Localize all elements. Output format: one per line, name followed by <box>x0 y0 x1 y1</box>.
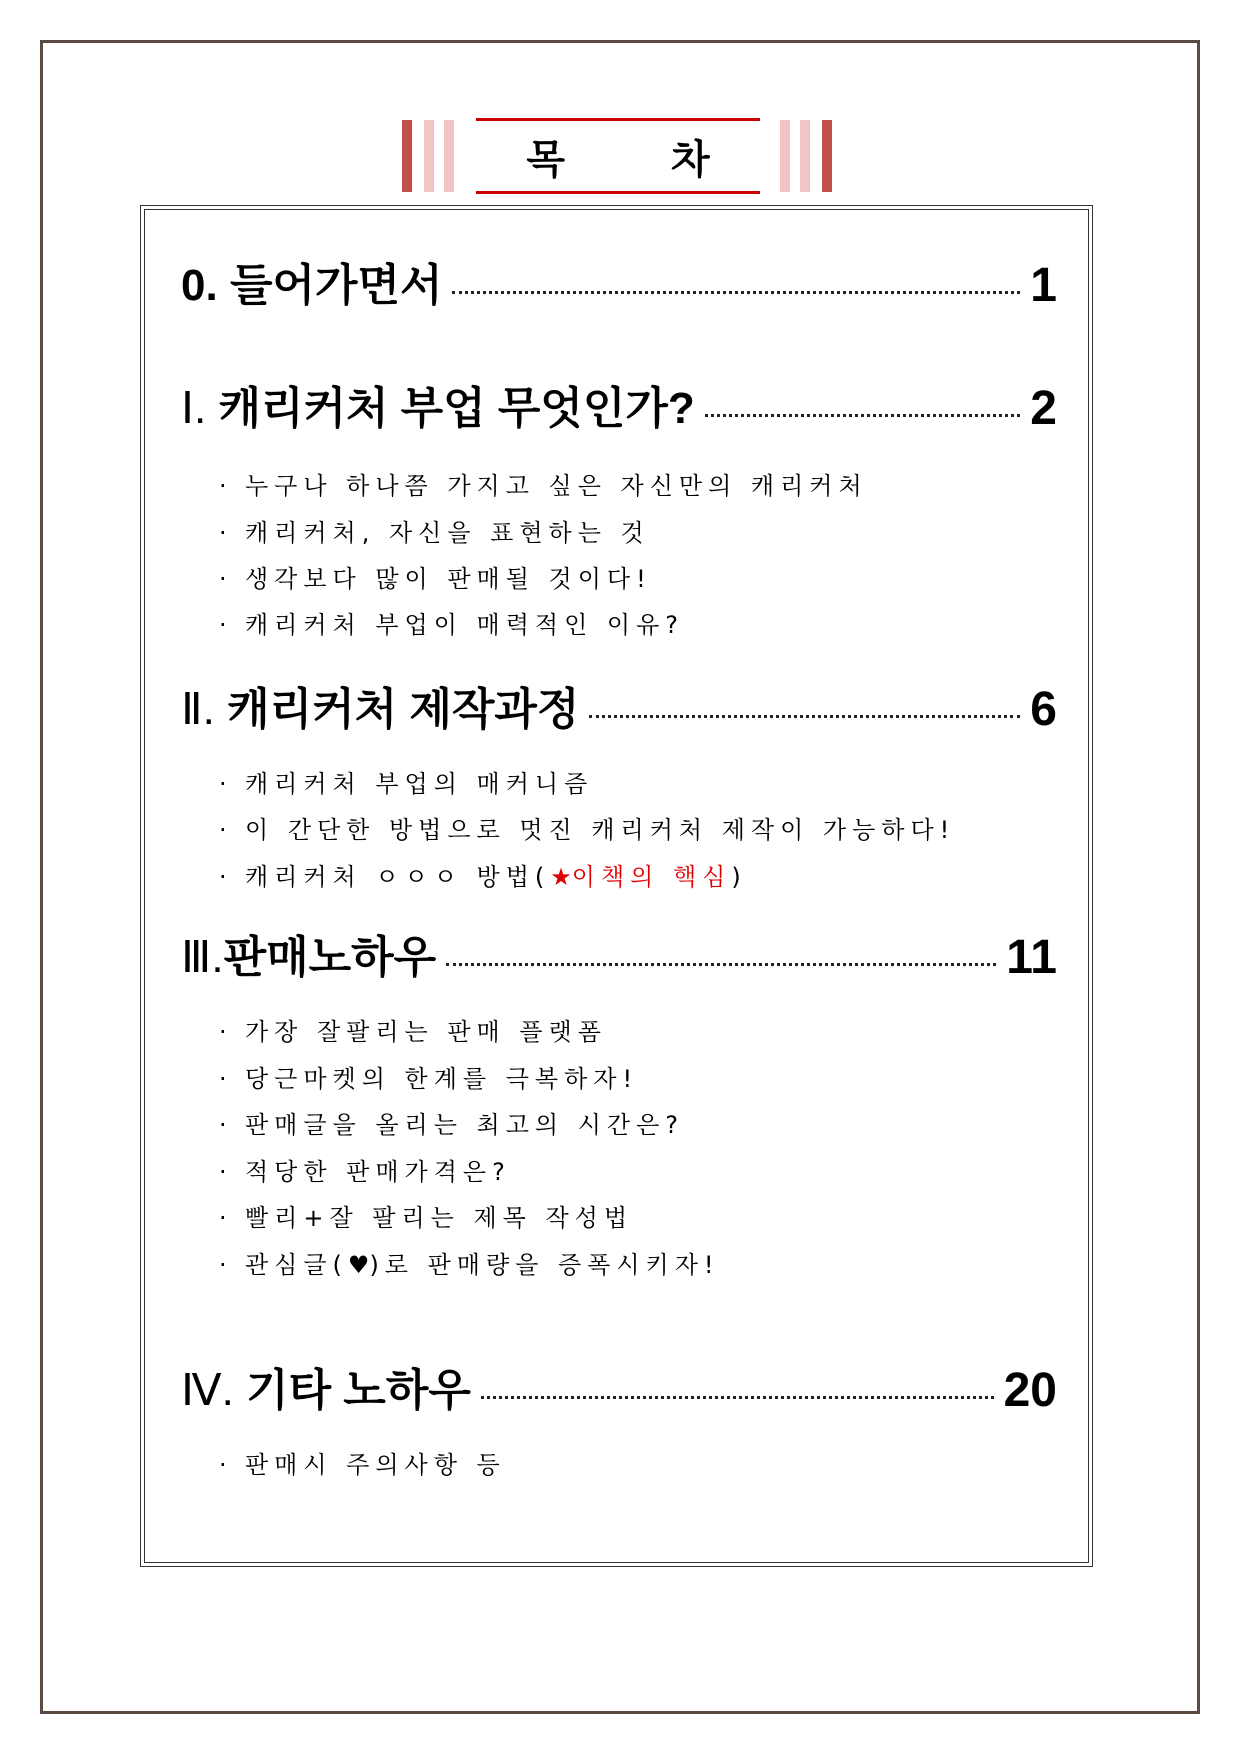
highlight-text: 이책의 핵심 <box>571 863 732 891</box>
leader-dots <box>452 291 1020 294</box>
bullet: · <box>219 863 227 891</box>
chapter-title: 캐리커처 제작과정 <box>227 685 580 734</box>
star-icon: ★ <box>550 863 572 891</box>
leader-dots <box>705 414 1020 417</box>
title-stripe <box>800 120 810 192</box>
item-text: 캐리커처, 자신을 표현하는 것 <box>245 519 650 547</box>
chapter-title: 판매노하우 <box>223 933 437 982</box>
item-text: 빨리+잘 팔리는 제목 작성법 <box>245 1204 634 1232</box>
toc-box <box>140 205 1093 1567</box>
toc-item[interactable] <box>219 1449 506 1481</box>
chapter-page: 2 <box>1030 382 1057 435</box>
toc-item[interactable] <box>219 1249 720 1281</box>
item-text: 캐리커처 부업이 매력적인 이유? <box>245 611 685 639</box>
toc-item[interactable] <box>219 861 747 893</box>
toc-item[interactable] <box>219 609 684 641</box>
bullet: · <box>219 1158 227 1186</box>
toc-chapter-1[interactable] <box>181 379 1057 435</box>
chapter-page: 11 <box>1006 931 1057 984</box>
toc-chapter-3[interactable] <box>181 928 1057 984</box>
chapter-title: 들어가면서 <box>229 261 443 310</box>
bullet: · <box>219 565 227 593</box>
toc-item[interactable] <box>219 517 650 549</box>
toc-chapter-2[interactable] <box>181 680 1057 736</box>
bullet: · <box>219 770 227 798</box>
chapter-number: Ⅰ. <box>181 384 207 433</box>
item-text: 생각보다 많이 판매될 것이다! <box>245 565 652 593</box>
chapter-title: 캐리커처 부업 무엇인가? <box>218 384 695 433</box>
leader-dots <box>589 715 1020 718</box>
item-text: 판매시 주의사항 등 <box>245 1451 506 1479</box>
title-banner <box>402 118 836 198</box>
toc-item[interactable] <box>219 1016 607 1048</box>
bullet: · <box>219 1065 227 1093</box>
toc-chapter-0[interactable] <box>181 256 1057 312</box>
item-text: 당근마켓의 한계를 극복하자! <box>245 1065 639 1093</box>
leader-dots <box>446 963 996 966</box>
toc-item[interactable] <box>219 1109 684 1141</box>
item-text: 이 간단한 방법으로 멋진 캐리커처 제작이 가능하다! <box>245 816 956 844</box>
bullet: · <box>219 472 227 500</box>
heart-icon: ♥ <box>347 1251 370 1279</box>
toc-item[interactable] <box>219 814 955 846</box>
bullet: · <box>219 816 227 844</box>
toc-item[interactable] <box>219 1202 633 1234</box>
title-stripe <box>822 120 832 192</box>
item-text: 가장 잘팔리는 판매 플랫폼 <box>245 1018 607 1046</box>
leader-dots <box>481 1396 994 1399</box>
chapter-page: 1 <box>1030 259 1057 312</box>
toc-item[interactable] <box>219 1063 638 1095</box>
item-text: 누구나 하나쯤 가지고 싶은 자신만의 캐리커처 <box>245 472 868 500</box>
item-text: 캐리커처 부업의 매커니즘 <box>245 770 594 798</box>
bullet: · <box>219 1451 227 1479</box>
bullet: · <box>219 1204 227 1232</box>
toc-item[interactable] <box>219 470 868 502</box>
chapter-number: Ⅳ. <box>181 1366 234 1415</box>
bullet: · <box>219 1018 227 1046</box>
title-box <box>476 118 760 194</box>
item-text: 관심글( <box>245 1251 348 1279</box>
item-text: 적당한 판매가격은? <box>245 1158 511 1186</box>
toc-item[interactable] <box>219 563 652 595</box>
chapter-page: 20 <box>1003 1364 1057 1417</box>
title-stripe <box>780 120 790 192</box>
item-text: )로 판매량을 증폭시키자! <box>369 1251 720 1279</box>
bullet: · <box>219 519 227 547</box>
page-title: 목 차 <box>526 136 756 183</box>
bullet: · <box>219 1251 227 1279</box>
chapter-number: 0. <box>181 261 218 310</box>
title-stripe <box>424 120 434 192</box>
chapter-number: Ⅲ. <box>181 933 224 982</box>
toc-chapter-4[interactable] <box>181 1361 1057 1417</box>
title-stripe <box>444 120 454 192</box>
toc-item[interactable] <box>219 768 593 800</box>
chapter-page: 6 <box>1030 683 1057 736</box>
bullet: · <box>219 611 227 639</box>
item-text: 판매글을 올리는 최고의 시간은? <box>245 1111 685 1139</box>
chapter-title: 기타 노하우 <box>246 1366 471 1415</box>
toc-item[interactable] <box>219 1156 511 1188</box>
item-text: 캐리커처 ㅇㅇㅇ 방법( <box>245 863 551 891</box>
title-stripe <box>402 120 412 192</box>
chapter-number: Ⅱ. <box>181 685 215 734</box>
bullet: · <box>219 1111 227 1139</box>
close-paren: ) <box>731 863 747 891</box>
